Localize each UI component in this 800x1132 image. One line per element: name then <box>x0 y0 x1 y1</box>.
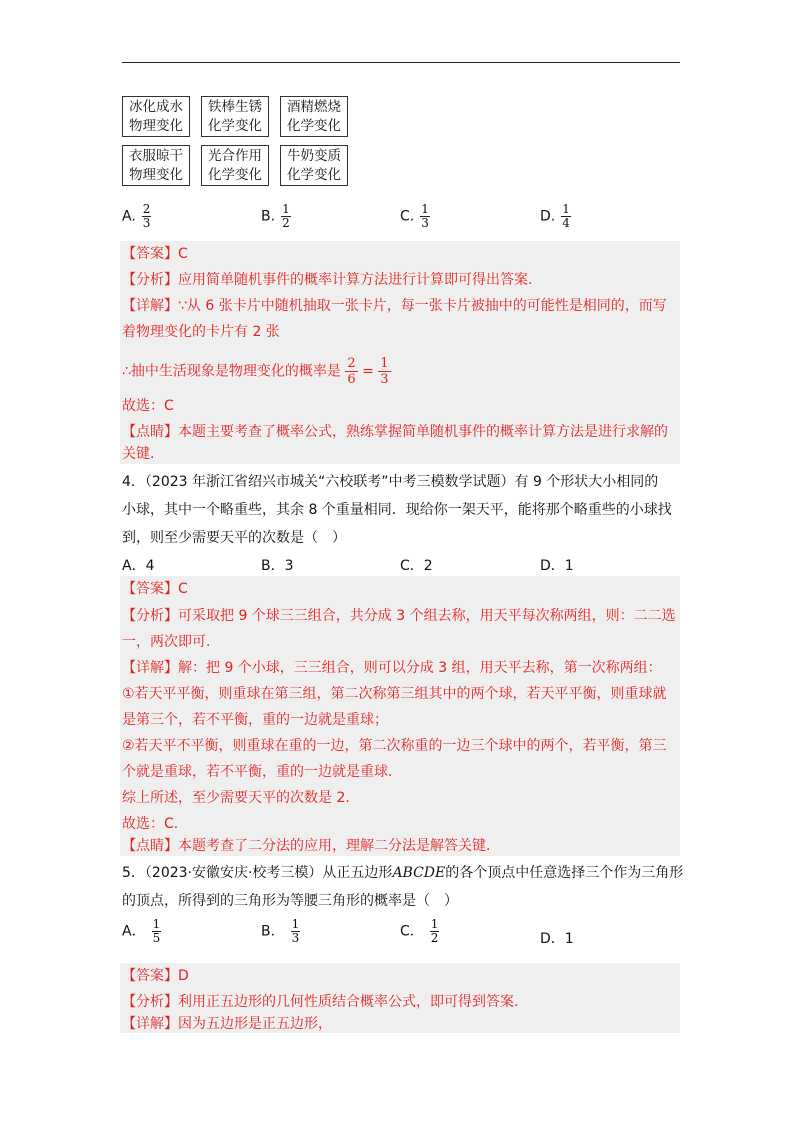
q5-detail: 【详解】因为五边形是正五边形， <box>122 1016 332 1032</box>
numerator: 2 <box>142 202 151 216</box>
card-bottom: 物理变化 <box>129 167 183 183</box>
fraction <box>430 918 440 945</box>
fraction <box>561 203 571 230</box>
q4-detail-line: ①若天平平衡，则重球在第三组，第二次称第三组其中的两个球，若天平平衡，则重球就 <box>122 686 667 702</box>
q5-stem-text: 的各个顶点中任意选择三个作为三角形 <box>445 865 684 881</box>
q4-detail-line: 【详解】解：把 9 个小球，三三组合，则可以分成 3 组，用天平去称，第一次称两组： <box>122 660 662 676</box>
denominator: 2 <box>430 931 439 945</box>
q4-analysis-line: 一，两次即可. <box>122 634 211 650</box>
q4-summary: 综上所述，至少需要天平的次数是 2. <box>122 790 350 806</box>
q5-stem-line <box>122 862 683 882</box>
q4-stem-line: 小球，其中一个略重些，其余 8 个重量相同．现给你一架天平，能将那个略重些的小球找 <box>122 502 672 518</box>
q3-answer: 【答案】C <box>122 246 188 262</box>
denominator: 2 <box>282 216 290 230</box>
denominator: 4 <box>562 216 570 230</box>
q4-detail-line: ②若天平不平衡，则重球在重的一边，第二次称重的一边三个球中的两个，若平衡，第三 <box>122 738 667 754</box>
card-top: 铁棒生锈 <box>208 99 262 115</box>
numerator: 1 <box>380 356 389 371</box>
option-label: D. <box>540 208 556 225</box>
option-label: A． <box>122 923 146 940</box>
option-d: D．1 <box>540 931 574 947</box>
numerator: 1 <box>282 202 290 216</box>
option-label: C． <box>400 923 424 940</box>
card-bottom: 物理变化 <box>129 118 183 134</box>
q3-detail-line: 【详解】∵从 6 张卡片中随机抽取一张卡片，每一张卡片被抽中的可能性是相同的，而写 <box>122 298 667 314</box>
option-b <box>261 203 291 230</box>
card-bottom: 化学变化 <box>208 118 262 134</box>
option-c <box>400 203 430 230</box>
option-label: C. <box>400 208 415 225</box>
denominator: 3 <box>421 216 429 230</box>
fraction <box>142 203 152 230</box>
q5-answer: 【答案】D <box>122 968 189 984</box>
option-label: A. <box>122 208 136 225</box>
card <box>201 96 269 137</box>
q3-choice: 故选：C <box>122 398 174 414</box>
denominator: 5 <box>152 931 161 945</box>
card-bottom: 化学变化 <box>208 167 262 183</box>
numerator: 1 <box>421 202 429 216</box>
denominator: 3 <box>380 372 389 387</box>
numerator: 1 <box>152 917 161 931</box>
numerator: 1 <box>430 917 439 931</box>
option-a <box>122 203 151 230</box>
card-top: 牛奶变质 <box>287 148 341 164</box>
option-a <box>122 918 161 945</box>
card <box>122 145 190 186</box>
q4-detail-line: 个就是重球，若不平衡，重的一边就是重球. <box>122 764 393 780</box>
q4-stem-line: 到，则至少需要天平的次数是（ ） <box>122 530 346 546</box>
card <box>280 145 348 186</box>
q4-answer: 【答案】C <box>122 581 188 597</box>
math-expression: ABCDE <box>392 865 446 881</box>
option-c <box>400 918 439 945</box>
card-top: 衣服晾干 <box>129 148 183 164</box>
q4-comment: 【点睛】本题考查了二分法的应用，理解二分法是解答关键. <box>122 838 491 854</box>
q3-detail-line: 着物理变化的卡片有 2 张 <box>122 324 280 340</box>
q4-detail-line: 是第三个，若不平衡，重的一边就是重球； <box>122 712 388 728</box>
option-d <box>540 203 571 230</box>
option-a: A．4 <box>122 558 155 574</box>
q4-analysis-line: 【分析】可采取把 9 个球三三组合，共分成 3 个组去称，用天平每次称两组，则：二二选 <box>122 608 676 624</box>
card-top: 冰化成水 <box>129 99 183 115</box>
q4-choice: 故选：C. <box>122 816 179 832</box>
denominator: 3 <box>291 931 300 945</box>
option-label: B． <box>261 923 285 940</box>
q4-stem-line: 4．（2023 年浙江省绍兴市城关“六校联考”中考三模数学试题）有 9 个形状大小相同的 <box>122 474 659 490</box>
card-bottom: 化学变化 <box>287 118 341 134</box>
card <box>280 96 348 137</box>
numerator: 1 <box>562 202 570 216</box>
option-label: B. <box>261 208 276 225</box>
fraction <box>378 356 390 387</box>
option-b: B．3 <box>261 558 294 574</box>
option-d: D．1 <box>540 558 574 574</box>
q5-stem-text: 5．（2023·安徽安庆·校考三模）从正五边形 <box>122 865 393 881</box>
option-b <box>261 918 300 945</box>
numerator: 1 <box>291 917 300 931</box>
q3-probability-line <box>122 356 391 387</box>
fraction <box>291 918 301 945</box>
header-rule <box>122 62 680 63</box>
card-top: 光合作用 <box>208 148 262 164</box>
q3-comment-line: 【点睛】本题主要考查了概率公式，熟练掌握简单随机事件的概率计算方法是进行求解的 <box>122 424 668 440</box>
fraction <box>345 356 357 387</box>
denominator: 6 <box>347 372 356 387</box>
fraction <box>281 203 291 230</box>
card-top: 酒精燃烧 <box>287 99 341 115</box>
fraction <box>420 203 430 230</box>
card <box>122 96 190 137</box>
q3-comment-line: 关键. <box>122 446 155 462</box>
numerator: 2 <box>347 356 356 371</box>
card-bottom: 化学变化 <box>287 167 341 183</box>
q5-stem-line: 的顶点，所得到的三角形为等腰三角形的概率是（ ） <box>122 893 458 909</box>
card <box>201 145 269 186</box>
denominator: 3 <box>142 216 151 230</box>
q3-detail-text: ∴抽中生活现象是物理变化的概率是 <box>122 363 341 380</box>
fraction <box>152 918 162 945</box>
option-c: C．2 <box>400 558 433 574</box>
q5-analysis: 【分析】利用正五边形的几何性质结合概率公式，即可得到答案. <box>122 994 519 1010</box>
equals-sign: = <box>362 363 374 380</box>
q3-analysis: 【分析】应用简单随机事件的概率计算方法进行计算即可得出答案. <box>122 272 533 288</box>
